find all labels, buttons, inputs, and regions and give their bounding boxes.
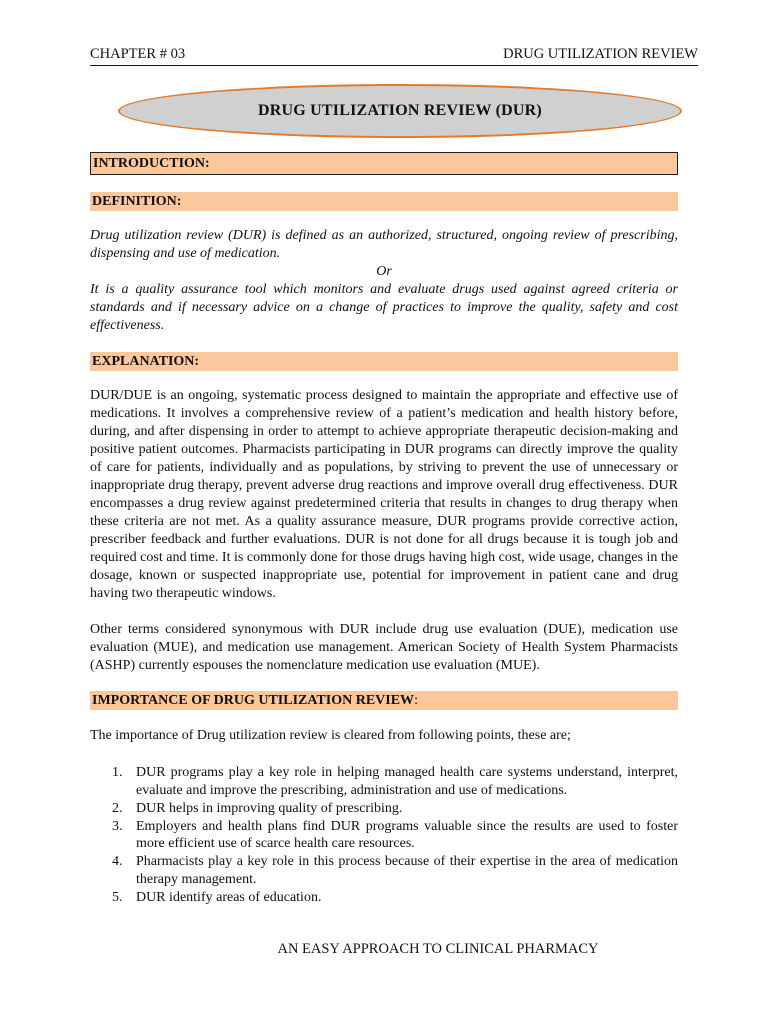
list-item: 4. Pharmacists play a key role in this process because of their expertise in the area of medication therapy management. <box>112 854 678 887</box>
main-title-oval <box>118 84 682 138</box>
footer-text: AN EASY APPROACH TO CLINICAL PHARMACY <box>277 941 599 957</box>
section-importance <box>90 691 678 710</box>
main-title: DRUG UTILIZATION REVIEW (DUR) <box>258 102 542 119</box>
section-explanation: EXPLANATION: <box>90 352 678 371</box>
header-chapter: CHAPTER # 03 <box>90 46 186 62</box>
definition-or: Or <box>376 264 392 279</box>
list-item: 5. DUR identify areas of education. <box>112 889 322 905</box>
explanation-paragraph-1: DUR/DUE is an ongoing, systematic process designed to maintain the appropriate and effective use of medications. It involves a comprehensive review of a patient’s medication and health history before, during, and after dispensing in order to attempt to achieve appropriate therapeutic decision-making and positive patient outcomes. Pharmacists participating in DUR programs can directly improve the quality of care for patients, individually and as populations, by striving to prevent the use of unnecessary or inappropriate drug therapy, prevent adverse drug reactions and improve overall drug effectiveness. DUR encompasses a drug review against predetermined criteria that results in changes to drug therapy when these criteria are not met. As a quality assurance measure, DUR programs provide corrective action, prescriber feedback and further evaluations. DUR is not done for all drugs because it is tough job and required cost and time. It is commonly done for those drugs having high cost, wide usage, changes in the dosage, known or suspected inappropriate use, potential for improvement in patient cane and drug having two therapeutic windows. <box>90 388 678 601</box>
list-item: 3. Employers and health plans find DUR programs valuable since the results are used to foster more efficient use of scarce health care resources. <box>112 818 678 851</box>
section-importance-colon: : <box>414 693 418 708</box>
explanation-paragraph-2: Other terms considered synonymous with DUR include drug use evaluation (DUE), medication use evaluation (MUE), and medication use management. American Society of Health System Pharmacists (ASHP) currently espouses the nomenclature medication use evaluation (MUE). <box>90 622 678 673</box>
importance-list <box>108 764 678 907</box>
definition-text-2: It is a quality assurance tool which monitors and evaluate drugs used against agreed criteria or standards and if necessary advice on a change of practices to improve the quality, safety and cost effectiveness. <box>90 282 678 333</box>
definition-text-1: Drug utilization review (DUR) is defined as an authorized, structured, ongoing review of prescribing, dispensing and use of medication. <box>90 228 678 261</box>
importance-intro: The importance of Drug utilization review is cleared from following points, these are; <box>90 728 571 743</box>
list-item: 1. DUR programs play a key role in helping managed health care systems understand, interpret, evaluate and improve the prescribing, administration and use of medications. <box>112 765 678 798</box>
header-title: DRUG UTILIZATION REVIEW <box>503 46 698 62</box>
section-importance-label: IMPORTANCE OF DRUG UTILIZATION REVIEW <box>92 693 415 708</box>
header-divider <box>90 65 698 66</box>
section-introduction: INTRODUCTION: <box>90 152 678 175</box>
section-definition: DEFINITION: <box>90 192 678 211</box>
list-item: 2. DUR helps in improving quality of prescribing. <box>112 800 403 816</box>
